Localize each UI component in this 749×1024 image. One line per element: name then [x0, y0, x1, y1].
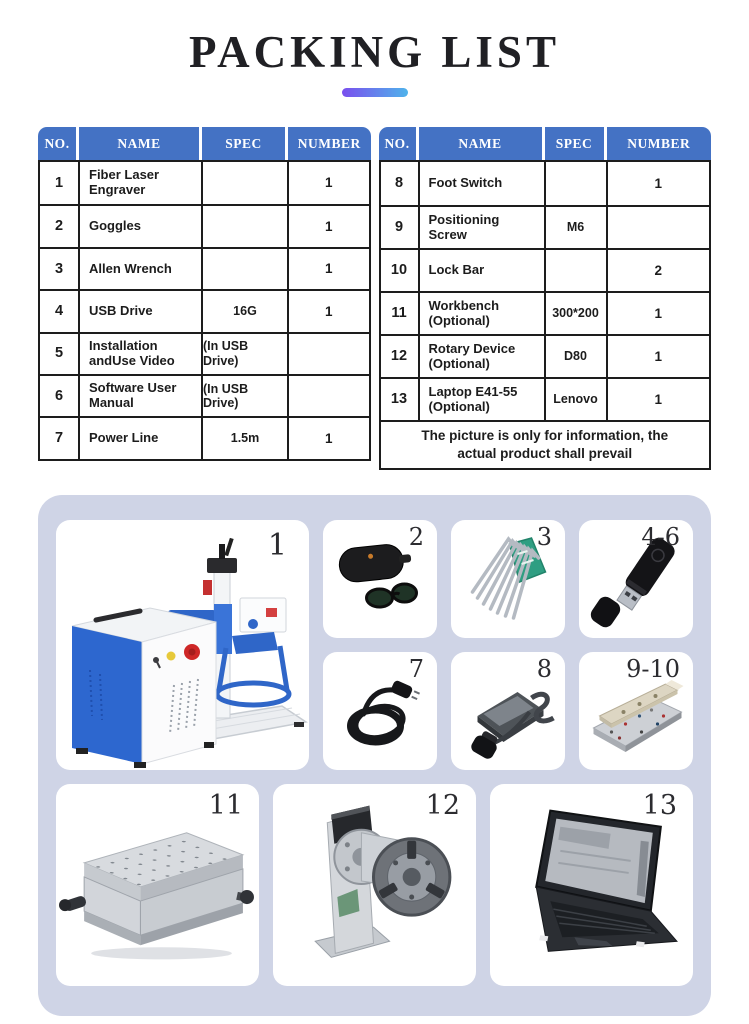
cell-no: 8 — [394, 175, 404, 192]
cell-no: 11 — [381, 291, 418, 334]
cell-no: 7 — [40, 416, 78, 458]
cell-spec: (In USB Drive) — [201, 332, 287, 374]
gallery-bottom-grid — [56, 784, 693, 986]
table-footer-note: The picture is only for information, the actual product shall prevail — [379, 422, 712, 470]
cell-no: 13 — [381, 377, 418, 420]
cell-number: 1 — [606, 377, 710, 420]
cell-spec — [544, 162, 606, 205]
cell-name: Allen Wrench — [78, 247, 201, 289]
table-row — [40, 416, 369, 458]
table-header-row — [38, 127, 371, 160]
gallery-top-grid — [56, 520, 693, 770]
cell-number: 2 — [606, 248, 710, 291]
cell-no: 3 — [40, 247, 78, 289]
cell-number — [606, 205, 710, 248]
column-header-number: NUMBER — [604, 127, 712, 160]
column-header-name: NAME — [76, 127, 199, 160]
column-header-spec: SPEC — [542, 127, 604, 160]
cell-number: 1 — [287, 416, 369, 458]
product-card-label: 8 — [536, 655, 552, 684]
product-card-label: 4-6 — [641, 523, 680, 552]
table-row — [381, 334, 710, 377]
cell-number: 1 — [606, 162, 710, 205]
product-card-2 — [323, 520, 437, 638]
cell-no: 1 — [54, 174, 64, 191]
table-row — [40, 204, 369, 246]
cell-spec: (In USB Drive) — [201, 374, 287, 416]
table-row — [40, 247, 369, 289]
table-row — [381, 377, 710, 420]
product-card-label: 11 — [208, 790, 243, 822]
column-header-no: NO. — [384, 135, 410, 151]
product-card-11 — [56, 784, 259, 986]
column-header-name: NAME — [416, 127, 542, 160]
table-row — [40, 332, 369, 374]
cell-no: 6 — [40, 374, 78, 416]
cell-spec — [201, 204, 287, 246]
cell-number — [287, 332, 369, 374]
cell-number — [287, 374, 369, 416]
title-accent-bar — [342, 88, 408, 97]
cell-name: Goggles — [78, 204, 201, 246]
product-card-label: 1 — [267, 528, 287, 564]
table-row — [381, 248, 710, 291]
product-card-label: 9-10 — [626, 655, 680, 684]
cell-name: Power Line — [78, 416, 201, 458]
cell-spec: 16G — [201, 289, 287, 331]
cell-number: 1 — [606, 291, 710, 334]
page-title: PACKING LIST — [189, 27, 560, 77]
cell-name: USB Drive — [78, 289, 201, 331]
cell-spec: Lenovo — [544, 377, 606, 420]
product-card-9-10 — [579, 652, 693, 770]
table-body — [379, 160, 712, 422]
table-row — [40, 374, 369, 416]
cell-spec — [201, 247, 287, 289]
packing-tables — [38, 127, 711, 470]
product-card-label: 7 — [408, 655, 424, 684]
column-header-spec: SPEC — [199, 127, 285, 160]
product-card-label: 13 — [642, 790, 677, 822]
product-card-label: 12 — [425, 790, 460, 822]
table-body — [38, 160, 371, 461]
product-card-12 — [273, 784, 476, 986]
cell-no: 12 — [381, 334, 418, 377]
column-header-no: NO. — [44, 135, 70, 151]
cell-spec: 1.5m — [201, 416, 287, 458]
cell-number: 1 — [287, 247, 369, 289]
column-header-number: NUMBER — [285, 127, 371, 160]
product-card-1 — [56, 520, 309, 770]
cell-spec — [201, 162, 287, 204]
cell-number: 1 — [287, 204, 369, 246]
cell-number: 1 — [287, 289, 369, 331]
cell-spec: M6 — [544, 205, 606, 248]
cell-no: 10 — [381, 248, 418, 291]
product-card-label: 2 — [408, 523, 424, 552]
cell-name: Foot Switch — [418, 162, 544, 205]
product-card-label: 3 — [536, 523, 552, 552]
product-card-8 — [451, 652, 565, 770]
table-row — [40, 289, 369, 331]
cell-no: 9 — [381, 205, 418, 248]
table-row — [381, 205, 710, 248]
cell-spec: D80 — [544, 334, 606, 377]
cell-name: Lock Bar — [418, 248, 544, 291]
cell-name: Software User Manual — [78, 374, 201, 416]
table-header-row — [379, 127, 712, 160]
cell-name: Installation andUse Video — [78, 332, 201, 374]
cell-name: Fiber Laser Engraver — [78, 162, 201, 204]
table-row — [381, 162, 710, 205]
cell-no: 4 — [40, 289, 78, 331]
product-gallery — [38, 495, 711, 1016]
cell-name: Laptop E41-55 (Optional) — [418, 377, 544, 420]
cell-name: Workbench (Optional) — [418, 291, 544, 334]
product-card-3 — [451, 520, 565, 638]
cell-spec — [544, 248, 606, 291]
cell-name: Positioning Screw — [418, 205, 544, 248]
packing-table-left — [38, 127, 371, 470]
product-card-4-6 — [579, 520, 693, 638]
cell-number: 1 — [287, 162, 369, 204]
cell-name: Rotary Device (Optional) — [418, 334, 544, 377]
cell-number: 1 — [606, 334, 710, 377]
product-card-7 — [323, 652, 437, 770]
cell-no: 2 — [40, 204, 78, 246]
table-row — [381, 291, 710, 334]
cell-no: 5 — [40, 332, 78, 374]
product-card-13 — [490, 784, 693, 986]
packing-table-right — [379, 127, 712, 470]
table-row — [40, 162, 369, 204]
cell-spec: 300*200 — [544, 291, 606, 334]
